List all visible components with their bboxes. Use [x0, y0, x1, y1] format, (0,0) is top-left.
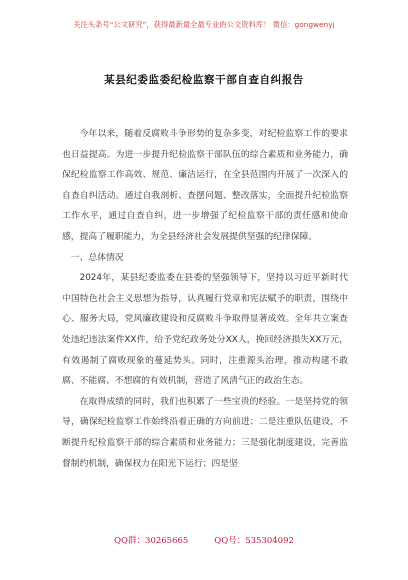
- document-title: 某县纪委监委纪检监察干部自查自纠报告: [104, 74, 304, 86]
- footer-qq-number: QQ号：535304092: [214, 536, 294, 546]
- overview-paragraph: 2024年，某县纪委监委在县委的坚强领导下，坚持以习近平新时代中国特色社会主义思想为指导，认真履行党章和宪法赋予的职责，围绕中心、服务大局，党风廉政建设和反腐败斗争取得显著成效。全年共立案查处违纪违法案件XX件，给予党纪政务处分XX人，挽回经济损失XX万元，有效遏制了腐败现象的蔓延势头。同时，注重源头治理，推动构建不敢腐、不能腐、不想腐的有效机制，营造了风清气正的政治生态。: [62, 273, 348, 387]
- intro-paragraph: 今年以来，随着反腐败斗争形势的复杂多变，对纪检监察工作的要求也日益提高。为进一步提升纪检监察干部队伍的综合素质和业务能力，确保纪检监察工作高效、规范、廉洁运行，在全县范围内开展了一次深入的自查自纠活动。通过自我剖析、查摆问题、整改落实，全面提升纪检监察工作水平，通过自查自纠，进一步增强了纪检监察干部的责任感和使命感，提高了履职能力，为全县经济社会发展提供坚强的纪律保障。: [62, 129, 348, 242]
- footer-qq-group: QQ群：30265665: [114, 536, 189, 546]
- document-body: [62, 124, 348, 474]
- header-banner: 关注头条号“公文研究”，获得最新最全最专业的公文资料库！ 微信：gongwenyj: [73, 20, 335, 29]
- experience-paragraph: 在取得成绩的同时，我们也积累了一些宝贵的经验。一是坚持党的领导，确保纪检监察工作始终沿着正确的方向前进；二是注重队伍建设，不断提升纪检监察干部的综合素质和业务能力；三是强化制度建设，完善监督制约机制，确保权力在阳光下运行；四是坚: [62, 396, 348, 469]
- section-heading-overview: 一、总体情况: [70, 252, 124, 263]
- footer-contact: [0, 534, 408, 546]
